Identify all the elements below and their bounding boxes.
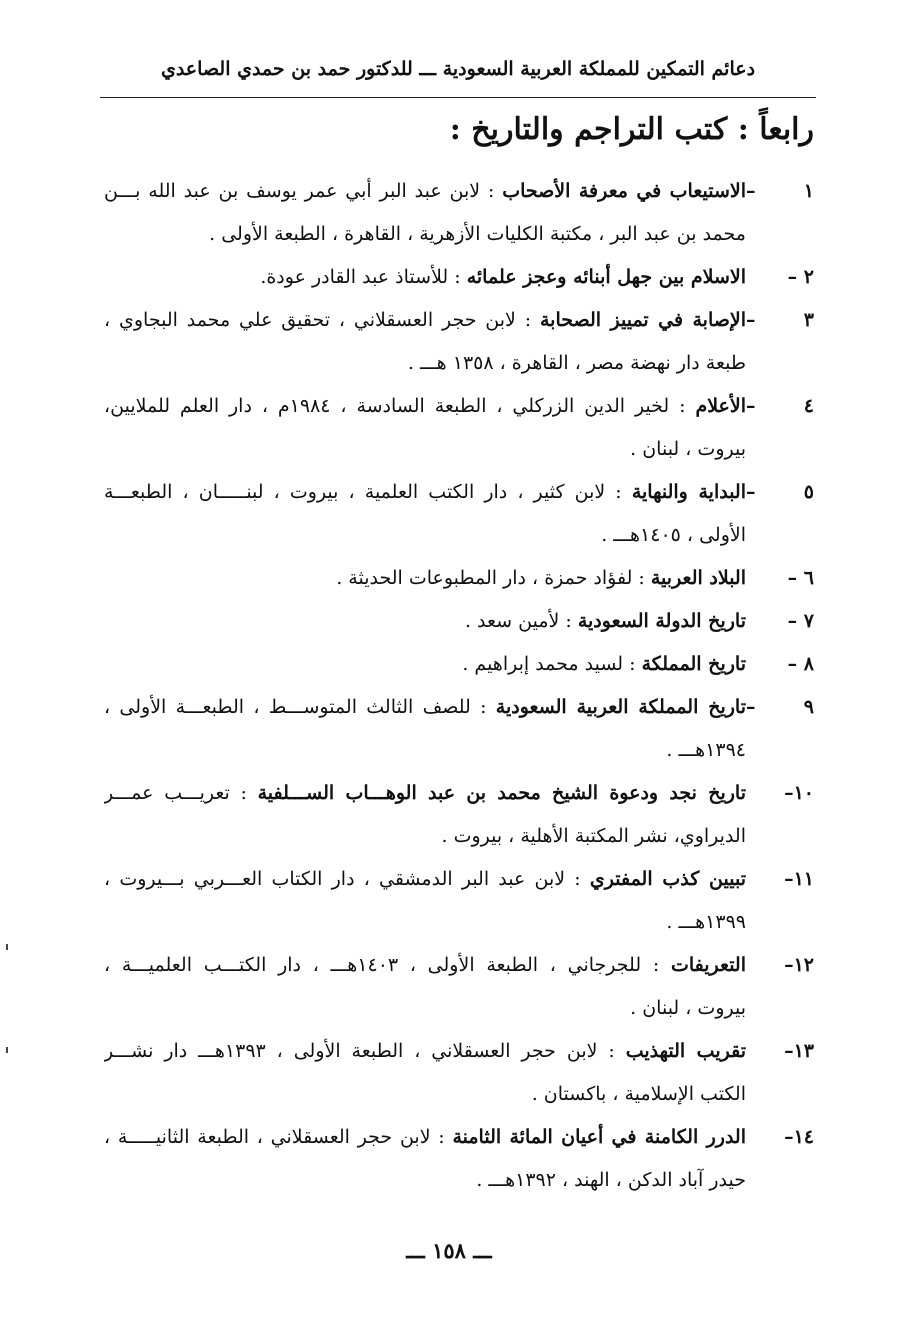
reference-title: البلاد العربية	[650, 567, 746, 589]
reference-number: ٢ –	[787, 266, 814, 288]
reference-title: البداية والنهاية	[631, 481, 747, 503]
reference-continuation: طبعة دار نهضة مصر ، القاهرة ، ١٣٥٨ هـــ .	[407, 352, 746, 374]
reference-entry	[104, 170, 814, 256]
reference-details: لابن حجر العسقلاني ، الطبعة الثانيـــــة ،	[104, 1126, 431, 1148]
section-heading: رابعاً : كتب التراجم والتاريخ :	[449, 112, 814, 147]
reference-entry	[104, 256, 814, 299]
reference-first-line: ٥ –البداية والنهاية : لابن كثير ، دار الكتب العلمية ، بيروت ، لبنـــــان ، الطبعـــة	[104, 471, 814, 514]
reference-first-line: ١٠–تاريخ نجد ودعوة الشيخ محمد بن عبد الوهـــاب الســـلفية : تعريـــب عمـــر	[104, 772, 814, 815]
reference-number: ١٣–	[784, 1040, 814, 1062]
margin-mark	[6, 1047, 8, 1053]
reference-details: تعريـــب عمـــر	[104, 782, 230, 804]
reference-entry	[104, 944, 814, 1030]
reference-continuation: الأولى ، ١٤٠٥هـــ .	[601, 524, 746, 546]
reference-details: لأمين سعد .	[464, 610, 560, 632]
reference-first-line: ٢ –الاسلام بين جهل أبنائه وعجز علمائه : للأستاذ عبد القادر عودة.	[104, 256, 814, 299]
reference-details: لابن عبد البر أبي عمر يوسف بن عبد الله بـــن	[104, 180, 481, 202]
reference-first-line: ٦ –البلاد العربية : لفؤاد حمزة ، دار المطبوعات الحديثة .	[104, 557, 814, 600]
reference-entry	[104, 772, 814, 858]
reference-entry	[104, 686, 814, 772]
reference-number: ٦ –	[787, 567, 814, 589]
reference-first-line: ١١–تبيين كذب المفتري : لابن عبد البر الدمشقي ، دار الكتاب العـــربي بـــيروت ،	[104, 858, 814, 901]
reference-entry	[104, 471, 814, 557]
reference-entry	[104, 600, 814, 643]
reference-number: ١٢–	[784, 954, 814, 976]
reference-continuation: ١٣٩٤هـــ .	[666, 739, 746, 761]
reference-title: تقريب التهذيب	[625, 1040, 747, 1062]
reference-first-line: ٣ –الإصابة في تمييز الصحابة : لابن حجر العسقلاني ، تحقيق علي محمد البجاوي ،	[104, 299, 814, 342]
reference-number: ٥ –	[746, 481, 814, 503]
reference-first-line: ٨ –تاريخ المملكة : لسيد محمد إبراهيم .	[104, 643, 814, 686]
reference-first-line: ١ –الاستيعاب في معرفة الأصحاب : لابن عبد البر أبي عمر يوسف بن عبد الله بـــن	[104, 170, 814, 213]
reference-entry	[104, 643, 814, 686]
page-number: ـــ ١٥٨ ـــ	[406, 1238, 492, 1263]
reference-entry	[104, 557, 814, 600]
reference-entry	[104, 1116, 814, 1202]
reference-first-line: ٧ –تاريخ الدولة السعودية : لأمين سعد .	[104, 600, 814, 643]
header-rule	[100, 97, 816, 98]
reference-details: لخير الدين الزركلي ، الطبعة السادسة ، ١٩٨٤م ، دار العلم للملايين،	[104, 395, 670, 417]
reference-continuation: الكتب الإسلامية ، باكستان .	[531, 1083, 746, 1105]
reference-details: لابن عبد البر الدمشقي ، دار الكتاب العـــربي بـــيروت ،	[104, 868, 566, 890]
reference-entry	[104, 1030, 814, 1116]
reference-entry	[104, 385, 814, 471]
reference-details: لابن حجر العسقلاني ، تحقيق علي محمد البجاوي ،	[104, 309, 516, 331]
reference-details: لفؤاد حمزة ، دار المطبوعات الحديثة .	[336, 567, 633, 589]
reference-title: التعريفات	[670, 954, 746, 976]
reference-first-line: ٩ –تاريخ المملكة العربية السعودية : للصف الثالث المتوســـط ، الطبعـــة الأولى ،	[104, 686, 814, 729]
reference-number: ٣ –	[746, 309, 814, 331]
reference-number: ١٤–	[784, 1126, 814, 1148]
reference-title: تاريخ المملكة	[641, 653, 746, 675]
reference-number: ٤ –	[746, 395, 814, 417]
reference-title: الإصابة في تمييز الصحابة	[540, 309, 746, 331]
reference-title: الاستيعاب في معرفة الأصحاب	[502, 180, 746, 202]
running-header: دعائم التمكين للمملكة العربية السعودية ـــ للدكتور حمد بن حمدي الصاعدي	[160, 58, 756, 80]
reference-entry	[104, 299, 814, 385]
reference-continuation: بيروت ، لبنان .	[630, 997, 746, 1019]
reference-number: ١١–	[784, 868, 814, 890]
reference-title: تاريخ المملكة العربية السعودية	[495, 696, 747, 718]
reference-details: للصف الثالث المتوســـط ، الطبعـــة الأولى ،	[104, 696, 471, 718]
reference-number: ٨ –	[787, 653, 814, 675]
reference-first-line: ١٢–التعريفات : للجرجاني ، الطبعة الأولى ، ١٤٠٣هـــ ، دار الكتـــب العلميـــة ،	[104, 944, 814, 987]
reference-title: تاريخ الدولة السعودية	[577, 610, 746, 632]
reference-details: للأستاذ عبد القادر عودة.	[260, 266, 449, 288]
reference-number: ٩ –	[746, 696, 814, 718]
reference-title: الدرر الكامنة في أعيان المائة الثامنة	[452, 1126, 746, 1148]
reference-continuation: الديراوي، نشر المكتبة الأهلية ، بيروت .	[441, 825, 746, 847]
reference-details: لسيد محمد إبراهيم .	[462, 653, 624, 675]
reference-title: الأعلام	[695, 395, 747, 417]
reference-continuation: حيدر آباد الدكن ، الهند ، ١٣٩٢هـــ .	[476, 1169, 746, 1191]
reference-details: لابن كثير ، دار الكتب العلمية ، بيروت ، لبنـــــان ، الطبعـــة	[104, 481, 606, 503]
reference-first-line: ٤ –الأعلام : لخير الدين الزركلي ، الطبعة السادسة ، ١٩٨٤م ، دار العلم للملايين،	[104, 385, 814, 428]
margin-mark	[6, 944, 8, 950]
reference-list	[104, 170, 814, 1202]
reference-title: تبيين كذب المفتري	[589, 868, 746, 890]
reference-continuation: محمد بن عبد البر ، مكتبة الكليات الأزهرية ، القاهرة ، الطبعة الأولى .	[209, 223, 746, 245]
reference-details: للجرجاني ، الطبعة الأولى ، ١٤٠٣هـــ ، دار الكتـــب العلميـــة ،	[104, 954, 642, 976]
reference-number: ٧ –	[787, 610, 814, 632]
reference-number: ١٠–	[784, 782, 814, 804]
reference-title: تاريخ نجد ودعوة الشيخ محمد بن عبد الوهـــاب الســـلفية	[257, 782, 746, 804]
reference-number: ١ –	[746, 180, 814, 202]
reference-entry	[104, 858, 814, 944]
reference-continuation: ١٣٩٩هـــ .	[666, 911, 746, 933]
reference-title: الاسلام بين جهل أبنائه وعجز علمائه	[466, 266, 746, 288]
reference-details: لابن حجر العسقلاني ، الطبعة الأولى ، ١٣٩٣هـــ دار نشـــر	[104, 1040, 598, 1062]
reference-first-line: ١٤–الدرر الكامنة في أعيان المائة الثامنة : لابن حجر العسقلاني ، الطبعة الثانيـــــة ،	[104, 1116, 814, 1159]
reference-continuation: بيروت ، لبنان .	[630, 438, 746, 460]
reference-first-line: ١٣–تقريب التهذيب : لابن حجر العسقلاني ، الطبعة الأولى ، ١٣٩٣هـــ دار نشـــر	[104, 1030, 814, 1073]
